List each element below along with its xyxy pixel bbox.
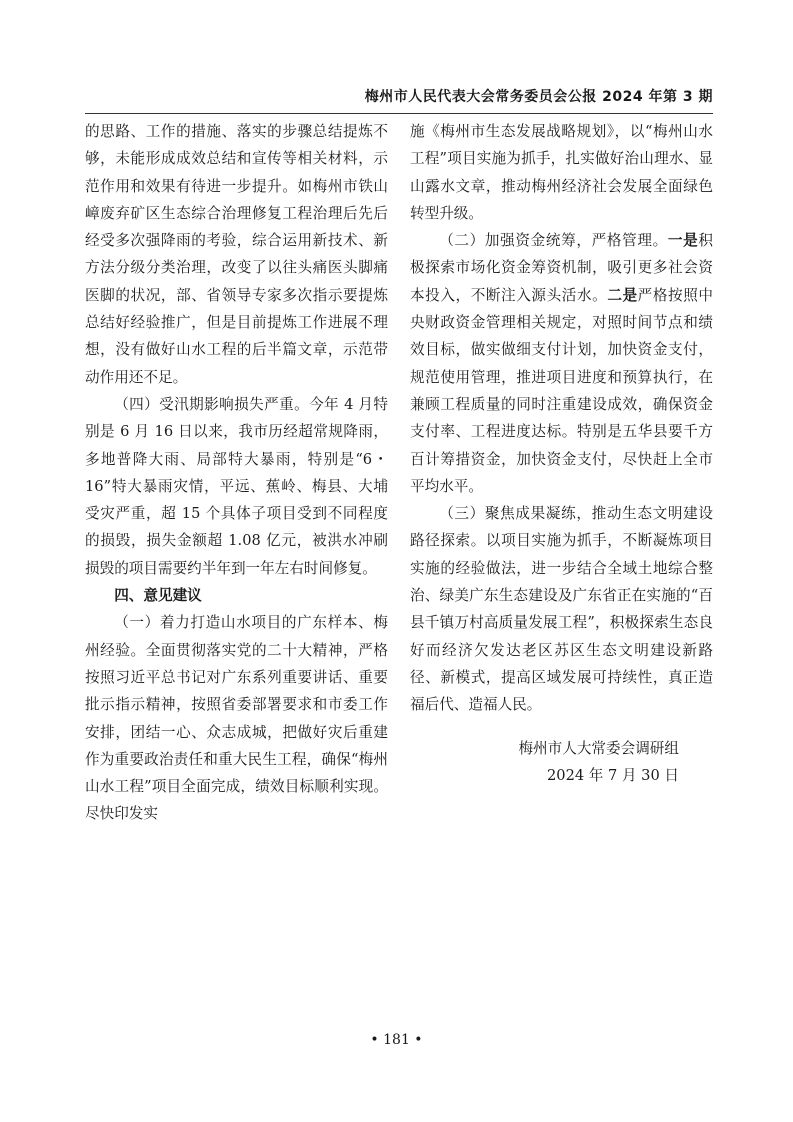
paragraph-text: 今年 4 月特别是 6 月 16 日以来，我市历经超常规降雨，多地普降大雨、局部特大暴雨，特别是“6・16”特大暴雨灾情，平远、蕉岭、梅县、大埔受灾严重，超 15 个具体子项目受到不同程度的损毁，损失金额超 1.08 亿元，被洪水冲刷损毁的项目需要约半年到一年左右时间修复。	[85, 395, 388, 577]
paragraph-text: 严格按照中央财政资金管理相关规定，对照时间节点和绩效目标，做实做细支付计划，加快资金支付，规范使用管理，推进项目进度和预算执行，在兼顾工程质量的同时注重建设成效，确保资金支付率、工程进度达标。特别是五华县要千方百计筹措资金，加快资金支付，尽快赶上全市平均水平。	[410, 286, 713, 495]
header-divider	[85, 113, 713, 114]
subheading-flood: （四）受汛期影响损失严重。	[114, 395, 310, 413]
subheading-suggestion-3: （三）聚焦成果凝练，推动生态文明建设路径探索。	[410, 505, 713, 550]
right-column	[410, 118, 713, 789]
subheading-suggestion-2: （二）加强资金统筹，严格管理。	[439, 232, 668, 250]
emphasis-first: 一是	[667, 232, 699, 250]
emphasis-second: 二是	[607, 286, 638, 304]
paragraph-suggestion-1	[85, 609, 388, 827]
section-heading-suggestions: 四、意见建议	[114, 587, 202, 605]
page-number: • 181 •	[370, 1032, 423, 1048]
subheading-suggestion-1: （一）着力打造山水项目的广东样本、梅州经验。	[85, 614, 388, 659]
paragraph-text: 积极探索市场化资金筹资机制，吸引更多社会资本投入，不断注入源头活水。	[410, 232, 713, 304]
paragraph-suggestion-3	[410, 500, 713, 718]
signature-date: 2024 年 7 月 30 日	[547, 766, 679, 784]
paragraph-suggestion-2	[410, 227, 713, 500]
paragraph-continued: 的思路、工作的措施、落实的步骤总结提炼不够，未能形成成效总结和宣传等相关材料，示范作用和效果有待进一步提升。如梅州市铁山嶂废弃矿区生态综合治理修复工程治理后先后经受多次强降雨的考验，综合运用新技术、新方法分级分类治理，改变了以往头痛医头脚痛医脚的状况，部、省领导专家多次指示要提炼总结好经验推广，但是目前提炼工作进展不理想，没有做好山水工程的后半篇文章，示范带动作用还不足。	[85, 123, 388, 386]
signature-organization: 梅州市人大常委会调研组	[518, 739, 679, 757]
left-column	[85, 118, 388, 828]
paragraph-text: 以项目实施为抓手，不断凝炼项目实施的经验做法，进一步结合全域土地综合整治、绿美广东生态建设及广东省正在实施的“百县千镇万村高质量发展工程”，积极探索生态良好而经济欠发达老区苏区生态文明建设新路径、新模式，提高区域发展可持续性，真正造福后代、造福人民。	[410, 532, 713, 714]
page-header: 梅州市人民代表大会常务委员会公报 2024 年第 3 期	[364, 89, 713, 105]
paragraph-continued: 施《梅州市生态发展战略规划》，以“梅州山水工程”项目实施为抓手，扎实做好治山理水、显山露水文章，推动梅州经济社会发展全面绿色转型升级。	[410, 123, 713, 222]
paragraph-text: 全面贯彻落实党的二十大精神，严格按照习近平总书记对广东系列重要讲话、重要批示指示精神，按照省委部署要求和市委工作安排，团结一心、众志成城，把做好灾后重建作为重要政治责任和重大民生工程，确保“梅州山水工程”项目全面完成，绩效目标顺利实现。尽快印发实	[85, 641, 388, 823]
paragraph-flood-impact	[85, 391, 388, 582]
